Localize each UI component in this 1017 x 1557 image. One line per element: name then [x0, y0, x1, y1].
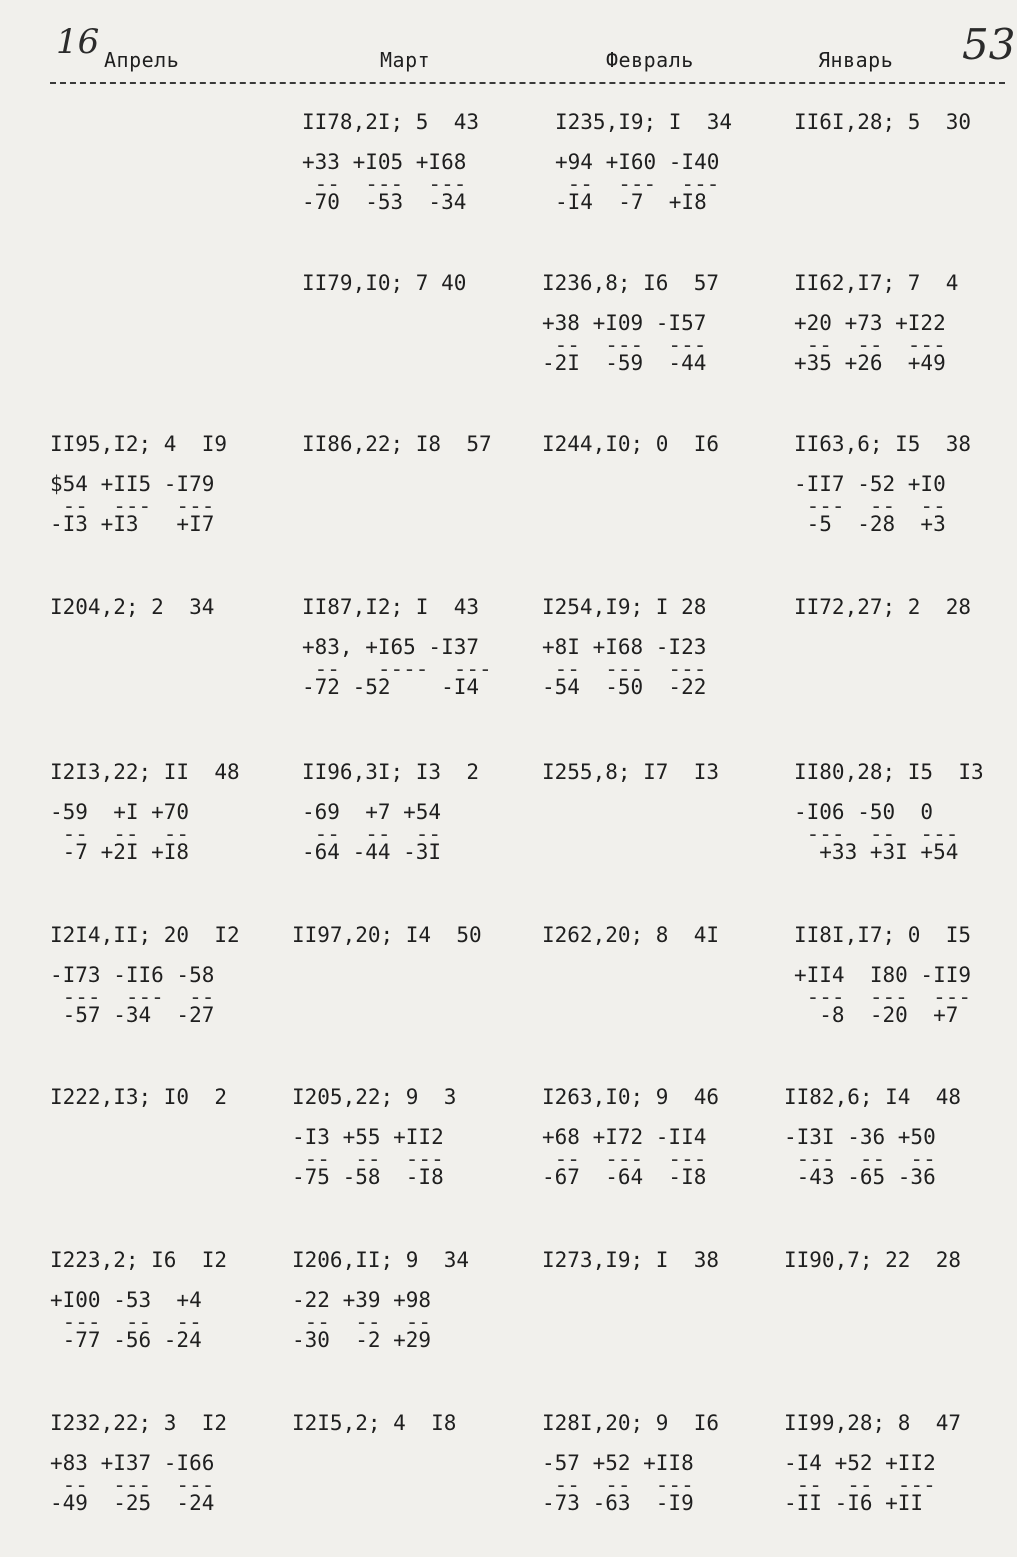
- triplet-bottom-row: -II -I6 +II: [784, 1491, 924, 1515]
- entry-january: [794, 112, 971, 138]
- entry-march: [302, 597, 492, 699]
- triplet-bottom-row: -I3 +I3 +I7: [50, 512, 215, 536]
- triplet-top-row: +94 +I60 -I40: [555, 150, 720, 174]
- triplet-top-row: -59 +I +70: [50, 800, 190, 824]
- entry-head: II87,I2; I 43: [302, 595, 480, 619]
- triplet-separator: -- -- ---: [794, 333, 946, 357]
- triplet-bottom-row: -54 -50 -22: [542, 675, 707, 699]
- triplet-bottom-row: -67 -64 -I8: [542, 1165, 707, 1189]
- entry-march: [302, 762, 479, 864]
- value-triplet: [542, 637, 706, 699]
- value-triplet: [794, 965, 971, 1027]
- triplet-bottom-row: -30 -2 +29: [292, 1328, 432, 1352]
- entry-february: [542, 434, 719, 460]
- entry-april: [50, 925, 240, 1027]
- entry-march: [302, 434, 492, 460]
- triplet-separator: -- --- ---: [542, 657, 707, 681]
- triplet-top-row: +83 +I37 -I66: [50, 1451, 215, 1475]
- entry-april: [50, 1413, 227, 1515]
- value-triplet: [50, 474, 227, 536]
- entry-january: [794, 597, 971, 623]
- entry-head: II72,27; 2 28: [794, 595, 972, 619]
- entry-head: II79,I0; 7 40: [302, 271, 467, 295]
- triplet-bottom-row: -72 -52 -I4: [302, 675, 480, 699]
- triplet-bottom-row: +35 +26 +49: [794, 351, 946, 375]
- entry-head: I2I4,II; 20 I2: [50, 923, 240, 947]
- triplet-separator: -- ---- ---: [302, 657, 492, 681]
- triplet-bottom-row: -2I -59 -44: [542, 351, 707, 375]
- triplet-separator: -- -- --: [302, 822, 442, 846]
- triplet-separator: --- --- --: [50, 985, 215, 1009]
- value-triplet: [555, 152, 732, 214]
- entry-head: II86,22; I8 57: [302, 432, 492, 456]
- value-triplet: [794, 474, 971, 536]
- entry-february: [542, 1413, 719, 1515]
- value-triplet: [784, 1453, 961, 1515]
- entry-head: I235,I9; I 34: [555, 110, 733, 134]
- triplet-separator: -- --- ---: [302, 172, 467, 196]
- entry-march: [292, 925, 482, 951]
- triplet-bottom-row: -57 -34 -27: [50, 1003, 215, 1027]
- entry-february: [555, 112, 732, 214]
- triplet-top-row: -22 +39 +98: [292, 1288, 432, 1312]
- entry-head: II82,6; I4 48: [784, 1085, 962, 1109]
- entry-head: I204,2; 2 34: [50, 595, 215, 619]
- entry-head: I205,22; 9 3: [292, 1085, 457, 1109]
- entry-head: I232,22; 3 I2: [50, 1411, 228, 1435]
- entry-head: II8I,I7; 0 I5: [794, 923, 972, 947]
- entry-head: I263,I0; 9 46: [542, 1085, 720, 1109]
- value-triplet: [542, 313, 719, 375]
- value-triplet: [50, 802, 240, 864]
- entry-head: I273,I9; I 38: [542, 1248, 720, 1272]
- value-triplet: [302, 152, 479, 214]
- value-triplet: [794, 802, 984, 864]
- entry-february: [542, 925, 719, 951]
- entry-april: [50, 434, 227, 536]
- entry-april: [50, 762, 240, 864]
- entry-head: II90,7; 22 28: [784, 1248, 962, 1272]
- triplet-separator: --- -- --: [784, 1147, 936, 1171]
- triplet-top-row: -II7 -52 +I0: [794, 472, 946, 496]
- value-triplet: [50, 1290, 227, 1352]
- value-triplet: [302, 802, 479, 864]
- entry-april: [50, 1087, 227, 1113]
- triplet-top-row: +I00 -53 +4: [50, 1288, 202, 1312]
- triplet-bottom-row: -7 +2I +I8: [50, 840, 190, 864]
- triplet-separator: --- -- --: [50, 1310, 202, 1334]
- entry-january: [794, 273, 958, 375]
- triplet-separator: -- --- ---: [555, 172, 720, 196]
- entry-january: [784, 1250, 961, 1276]
- triplet-bottom-row: -75 -58 -I8: [292, 1165, 444, 1189]
- entry-february: [542, 1250, 719, 1276]
- triplet-bottom-row: -73 -63 -I9: [542, 1491, 694, 1515]
- entry-head: II63,6; I5 38: [794, 432, 972, 456]
- column-header-january: Январь: [818, 48, 894, 72]
- triplet-top-row: -69 +7 +54: [302, 800, 442, 824]
- entry-april: [50, 1250, 227, 1352]
- triplet-top-row: +II4 I80 -II9: [794, 963, 972, 987]
- page-number-handwritten-right: 53: [962, 20, 1016, 69]
- value-triplet: [542, 1453, 719, 1515]
- value-triplet: [542, 1127, 719, 1189]
- entry-head: I244,I0; 0 I6: [542, 432, 720, 456]
- triplet-top-row: -57 +52 +II8: [542, 1451, 694, 1475]
- entry-head: II78,2I; 5 43: [302, 110, 480, 134]
- entry-march: [302, 112, 479, 214]
- page-number-handwritten-left: 16: [56, 22, 100, 62]
- triplet-separator: --- -- --: [794, 494, 946, 518]
- value-triplet: [302, 637, 492, 699]
- triplet-separator: -- -- --: [50, 822, 190, 846]
- entry-head: II99,28; 8 47: [784, 1411, 962, 1435]
- triplet-separator: -- -- ---: [784, 1473, 936, 1497]
- entry-head: II96,3I; I3 2: [302, 760, 480, 784]
- triplet-separator: --- -- ---: [794, 822, 959, 846]
- triplet-bottom-row: +33 +3I +54: [794, 840, 959, 864]
- entry-february: [542, 762, 719, 788]
- entry-march: [302, 273, 466, 299]
- triplet-separator: -- --- ---: [542, 333, 707, 357]
- entry-march: [292, 1250, 469, 1352]
- value-triplet: [50, 1453, 227, 1515]
- triplet-top-row: -I4 +52 +II2: [784, 1451, 936, 1475]
- entry-head: I236,8; I6 57: [542, 271, 720, 295]
- header-dashed-rule: [50, 82, 1005, 84]
- triplet-top-row: -I73 -II6 -58: [50, 963, 215, 987]
- entry-january: [784, 1087, 961, 1189]
- entry-head: I2I5,2; 4 I8: [292, 1411, 457, 1435]
- triplet-separator: -- --- ---: [542, 1147, 707, 1171]
- triplet-bottom-row: -8 -20 +7: [794, 1003, 959, 1027]
- triplet-top-row: +33 +I05 +I68: [302, 150, 467, 174]
- triplet-separator: -- -- ---: [292, 1147, 444, 1171]
- triplet-separator: -- --- ---: [50, 1473, 215, 1497]
- entry-january: [794, 434, 971, 536]
- triplet-top-row: +83, +I65 -I37: [302, 635, 480, 659]
- triplet-bottom-row: -49 -25 -24: [50, 1491, 215, 1515]
- value-triplet: [50, 965, 240, 1027]
- entry-head: II62,I7; 7 4: [794, 271, 959, 295]
- column-header-april: Апрель: [104, 48, 180, 72]
- entry-head: II6I,28; 5 30: [794, 110, 972, 134]
- value-triplet: [292, 1127, 456, 1189]
- entry-head: I223,2; I6 I2: [50, 1248, 228, 1272]
- column-header-february: Февраль: [606, 48, 694, 72]
- entry-march: [292, 1087, 456, 1189]
- entry-february: [542, 1087, 719, 1189]
- triplet-top-row: -I3I -36 +50: [784, 1125, 936, 1149]
- triplet-separator: -- --- ---: [50, 494, 215, 518]
- value-triplet: [292, 1290, 469, 1352]
- triplet-top-row: +20 +73 +I22: [794, 311, 946, 335]
- entry-head: I206,II; 9 34: [292, 1248, 470, 1272]
- triplet-separator: -- -- --: [292, 1310, 432, 1334]
- triplet-separator: -- -- ---: [542, 1473, 694, 1497]
- triplet-top-row: $54 +II5 -I79: [50, 472, 215, 496]
- entry-head: I222,I3; I0 2: [50, 1085, 228, 1109]
- entry-march: [292, 1413, 456, 1439]
- triplet-top-row: +68 +I72 -II4: [542, 1125, 707, 1149]
- entry-head: I262,20; 8 4I: [542, 923, 720, 947]
- entry-head: I254,I9; I 28: [542, 595, 707, 619]
- triplet-bottom-row: -70 -53 -34: [302, 190, 467, 214]
- entry-head: I28I,20; 9 I6: [542, 1411, 720, 1435]
- triplet-bottom-row: -77 -56 -24: [50, 1328, 202, 1352]
- entry-head: I255,8; I7 I3: [542, 760, 720, 784]
- triplet-bottom-row: -43 -65 -36: [784, 1165, 936, 1189]
- triplet-top-row: -I3 +55 +II2: [292, 1125, 444, 1149]
- entry-april: [50, 597, 214, 623]
- column-header-march: Март: [380, 48, 431, 72]
- triplet-bottom-row: -64 -44 -3I: [302, 840, 442, 864]
- entry-january: [784, 1413, 961, 1515]
- entry-january: [794, 762, 984, 864]
- triplet-bottom-row: -5 -28 +3: [794, 512, 946, 536]
- entry-february: [542, 597, 706, 699]
- triplet-bottom-row: -I4 -7 +I8: [555, 190, 707, 214]
- triplet-top-row: +38 +I09 -I57: [542, 311, 707, 335]
- value-triplet: [784, 1127, 961, 1189]
- value-triplet: [794, 313, 958, 375]
- entry-january: [794, 925, 971, 1027]
- entry-head: I2I3,22; II 48: [50, 760, 240, 784]
- triplet-top-row: -I06 -50 0: [794, 800, 934, 824]
- triplet-separator: --- --- ---: [794, 985, 972, 1009]
- entry-head: II80,28; I5 I3: [794, 760, 984, 784]
- triplet-top-row: +8I +I68 -I23: [542, 635, 707, 659]
- entry-head: II97,20; I4 50: [292, 923, 482, 947]
- entry-february: [542, 273, 719, 375]
- entry-head: II95,I2; 4 I9: [50, 432, 228, 456]
